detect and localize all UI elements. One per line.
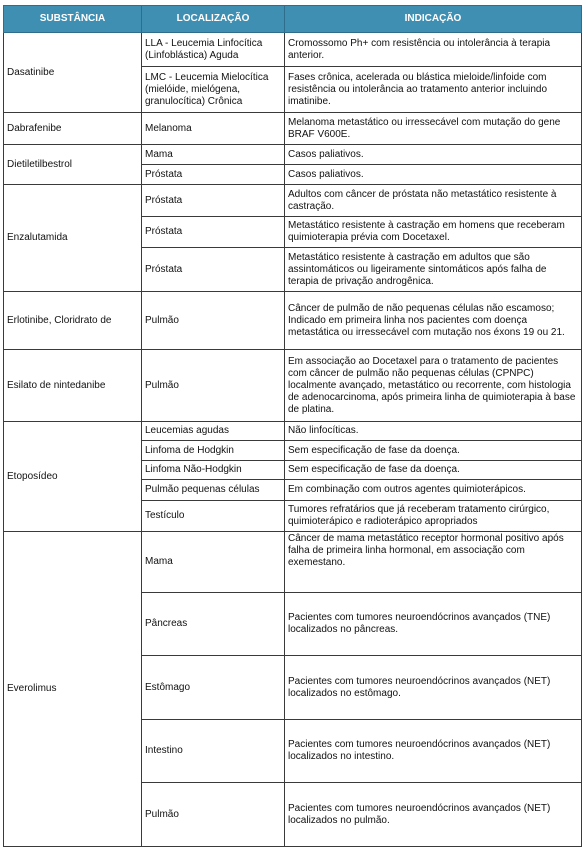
indication-cell: Casos paliativos.: [285, 145, 582, 165]
substance-cell: Etoposídeo: [4, 422, 142, 532]
substance-cell: Erlotinibe, Cloridrato de: [4, 292, 142, 350]
substance-cell: Dabrafenibe: [4, 113, 142, 145]
substance-cell: Everolimus: [4, 532, 142, 847]
location-cell: Linfoma Não-Hodgkin: [142, 461, 285, 480]
indication-cell: Pacientes com tumores neuroendócrinos avançados (NET) localizados no estômago.: [285, 656, 582, 720]
indication-cell: Fases crônica, acelerada ou blástica mieloide/linfoide com resistência ou intolerância ao tratamento anterior incluindo imatinibe.: [285, 67, 582, 113]
indication-cell: Em associação ao Docetaxel para o tratamento de pacientes com câncer de pulmão não pequenas células (CPNPC) localmente avançado, metastático ou recorrente, com histologia de adenocarcinoma, após primeira linha de quimioterapia à base de platina.: [285, 350, 582, 422]
substance-cell: Dietiletilbestrol: [4, 145, 142, 185]
table-row: [4, 185, 582, 217]
location-cell: Intestino: [142, 720, 285, 783]
location-cell: Próstata: [142, 217, 285, 248]
indication-cell: Melanoma metastático ou irressecável com mutação do gene BRAF V600E.: [285, 113, 582, 145]
location-cell: Próstata: [142, 165, 285, 185]
location-cell: Estômago: [142, 656, 285, 720]
location-cell: Pâncreas: [142, 593, 285, 656]
header-row: [4, 6, 582, 33]
indication-cell: Câncer de mama metastático receptor hormonal positivo após falha de primeira linha hormonal, em associação com exemestano.: [285, 532, 582, 593]
indication-cell: Não linfocíticas.: [285, 422, 582, 441]
table-row: [4, 422, 582, 441]
location-cell: Melanoma: [142, 113, 285, 145]
indication-cell: Cromossomo Ph+ com resistência ou intolerância à terapia anterior.: [285, 33, 582, 67]
indication-cell: Casos paliativos.: [285, 165, 582, 185]
header-substance: SUBSTÂNCIA: [4, 6, 142, 33]
location-cell: Mama: [142, 145, 285, 165]
location-cell: Mama: [142, 532, 285, 593]
header-indication: INDICAÇÃO: [285, 6, 582, 33]
indication-cell: Pacientes com tumores neuroendócrinos avançados (NET) localizados no intestino.: [285, 720, 582, 783]
location-cell: Pulmão pequenas células: [142, 480, 285, 501]
table-row: [4, 145, 582, 165]
indication-cell: Adultos com câncer de próstata não metastático resistente à castração.: [285, 185, 582, 217]
substance-cell: Dasatinibe: [4, 33, 142, 113]
header-location: LOCALIZAÇÃO: [142, 6, 285, 33]
drug-indication-table: [3, 5, 582, 847]
table-row: [4, 113, 582, 145]
indication-cell: Sem especificação de fase da doença.: [285, 441, 582, 461]
substance-cell: Esilato de nintedanibe: [4, 350, 142, 422]
substance-cell: Enzalutamida: [4, 185, 142, 292]
location-cell: Testículo: [142, 501, 285, 532]
location-cell: Pulmão: [142, 292, 285, 350]
location-cell: LMC - Leucemia Mielocítica (mielóide, mielógena, granulocítica) Crônica: [142, 67, 285, 113]
location-cell: Linfoma de Hodgkin: [142, 441, 285, 461]
indication-cell: Câncer de pulmão de não pequenas células não escamoso; Indicado em primeira linha nos pacientes com doença metastática ou irressecável com mutação nos éxons 19 ou 21.: [285, 292, 582, 350]
table-row: [4, 292, 582, 350]
location-cell: Pulmão: [142, 783, 285, 847]
location-cell: LLA - Leucemia Linfocítica (Linfoblástica) Aguda: [142, 33, 285, 67]
indication-cell: Pacientes com tumores neuroendócrinos avançados (TNE) localizados no pâncreas.: [285, 593, 582, 656]
indication-cell: Metastático resistente à castração em homens que receberam quimioterapia prévia com Docetaxel.: [285, 217, 582, 248]
location-cell: Leucemias agudas: [142, 422, 285, 441]
table-container: [3, 5, 581, 847]
table-row: [4, 350, 582, 422]
location-cell: Pulmão: [142, 350, 285, 422]
indication-cell: Metastático resistente à castração em adultos que são assintomáticos ou ligeiramente sintomáticos após falha de terapia de privação androgênica.: [285, 248, 582, 292]
indication-cell: Pacientes com tumores neuroendócrinos avançados (NET) localizados no pulmão.: [285, 783, 582, 847]
location-cell: Próstata: [142, 185, 285, 217]
table-row: [4, 532, 582, 593]
indication-cell: Em combinação com outros agentes quimioterápicos.: [285, 480, 582, 501]
location-cell: Próstata: [142, 248, 285, 292]
indication-cell: Tumores refratários que já receberam tratamento cirúrgico, quimioterápico e radioterápico apropriados: [285, 501, 582, 532]
indication-cell: Sem especificação de fase da doença.: [285, 461, 582, 480]
table-row: [4, 33, 582, 67]
